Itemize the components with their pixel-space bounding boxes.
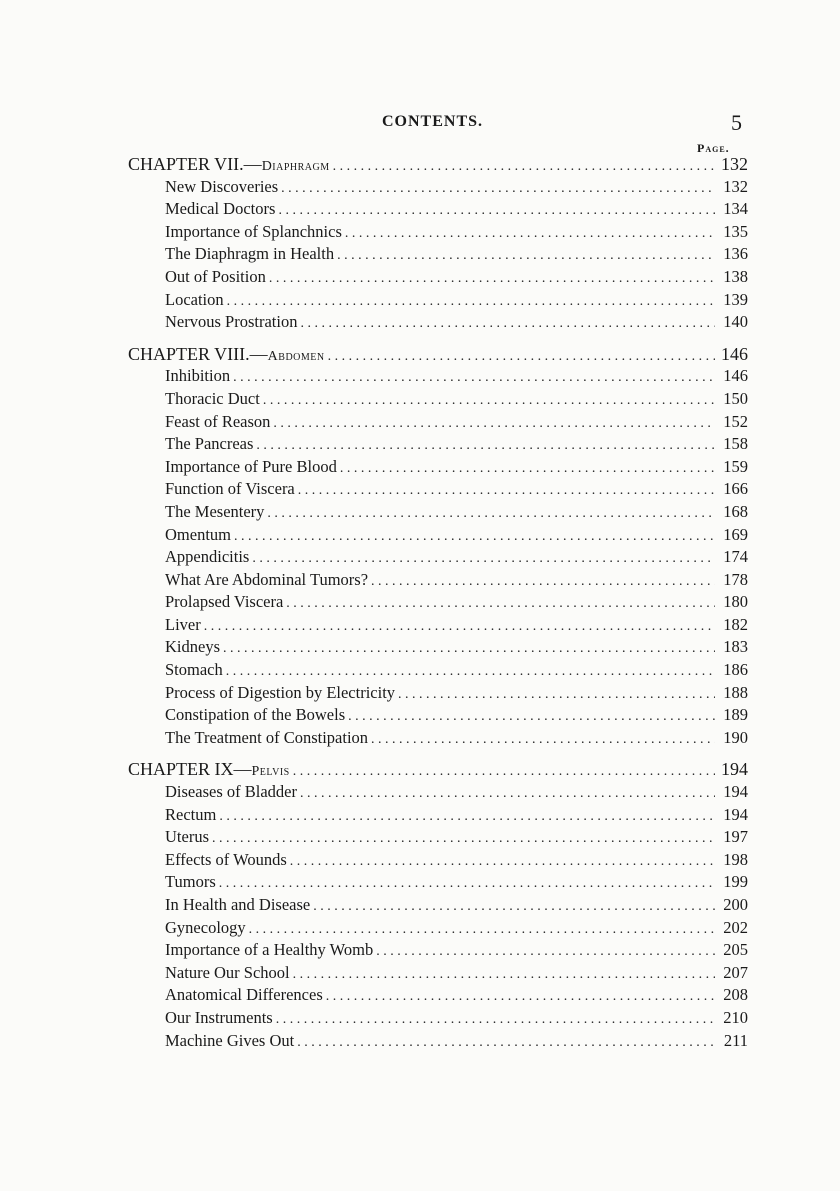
dot-leader (333, 156, 715, 179)
entry-page-number: 186 (723, 660, 748, 680)
dot-leader (300, 783, 715, 806)
toc-entry[interactable] (128, 411, 748, 434)
dot-leader (278, 200, 715, 223)
entry-label: Our Instruments (165, 1007, 273, 1027)
dot-leader (340, 458, 715, 481)
chapter-heading[interactable] (128, 343, 748, 366)
entry-page-number: 136 (723, 244, 748, 264)
toc-entry[interactable] (128, 659, 748, 682)
dot-leader (273, 413, 715, 436)
toc-entry[interactable] (128, 871, 748, 894)
chapter-page-number: 132 (721, 154, 748, 174)
dot-leader (286, 593, 715, 616)
entry-page-number: 194 (723, 782, 748, 802)
entry-page-number: 211 (723, 1030, 748, 1050)
entry-label: Appendicitis (165, 547, 250, 567)
toc-entry[interactable] (128, 804, 748, 827)
toc-entry[interactable] (128, 198, 748, 221)
dot-leader (249, 919, 715, 942)
chapter-page-number: 194 (721, 759, 748, 780)
entry-label: Rectum (165, 804, 217, 824)
entry-label: Process of Digestion by Electricity (165, 682, 396, 702)
dot-leader (267, 503, 715, 526)
dot-leader (313, 896, 715, 919)
toc-entry[interactable] (128, 546, 748, 569)
entry-label: Importance of Splanchnics (165, 221, 342, 241)
page-column-label: Page. (697, 141, 730, 155)
entry-label: Inhibition (165, 366, 231, 386)
entry-label: Machine Gives Out (165, 1030, 295, 1050)
entry-label: Location (165, 289, 224, 309)
toc-entry[interactable] (128, 478, 748, 501)
dot-leader (219, 873, 715, 896)
entry-label: Tumors (165, 872, 216, 892)
dot-leader (398, 684, 715, 707)
entry-page-number: 159 (723, 456, 748, 476)
entry-page-number: 189 (723, 705, 748, 725)
entry-label: Medical Doctors (165, 199, 276, 219)
toc-entry[interactable] (128, 266, 748, 289)
entry-label: Liver (165, 614, 201, 634)
dot-leader (223, 638, 715, 661)
toc-entry[interactable] (128, 311, 748, 334)
toc-entry[interactable] (128, 501, 748, 524)
entry-page-number: 134 (723, 199, 748, 219)
page-number: 5 (731, 110, 742, 135)
chapter-page-number: 146 (721, 343, 748, 364)
entry-page-number: 138 (723, 266, 748, 286)
entry-label: Importance of Pure Blood (165, 456, 337, 476)
entry-label: Nervous Prostration (165, 312, 298, 332)
dot-leader (276, 1009, 715, 1032)
dot-leader (297, 1032, 715, 1055)
entry-page-number: 205 (723, 940, 748, 960)
entry-label: What Are Abdominal Tumors? (165, 569, 369, 589)
dot-leader (212, 828, 715, 851)
toc-entry[interactable] (128, 289, 748, 312)
entry-label: Omentum (165, 524, 231, 544)
entry-page-number: 146 (723, 366, 748, 386)
entry-page-number: 188 (723, 682, 748, 702)
dot-leader (252, 548, 715, 571)
entry-page-number: 194 (723, 804, 748, 824)
dot-leader (269, 268, 715, 291)
toc-entry[interactable] (128, 243, 748, 266)
chapter-title: CHAPTER VII.— (128, 154, 262, 174)
entry-label: Kidneys (165, 637, 220, 657)
entry-page-number: 152 (723, 411, 748, 431)
dot-leader (326, 986, 715, 1009)
entry-page-number: 207 (723, 962, 748, 982)
entry-page-number: 139 (723, 289, 748, 309)
toc-entry[interactable] (128, 1007, 748, 1030)
toc-entry[interactable] (128, 636, 748, 659)
chapter-block (128, 343, 748, 750)
toc-entry[interactable] (128, 826, 748, 849)
entry-label: The Treatment of Constipation (165, 727, 369, 747)
entry-page-number: 140 (723, 312, 748, 332)
table-of-contents (128, 153, 748, 1061)
chapter-heading[interactable] (128, 758, 748, 781)
dot-leader (337, 245, 715, 268)
entry-label: Thoracic Duct (165, 388, 260, 408)
entry-page-number: 158 (723, 434, 748, 454)
entry-label: Diseases of Bladder (165, 782, 297, 802)
entry-page-number: 197 (723, 827, 748, 847)
toc-entry[interactable] (128, 962, 748, 985)
toc-entry[interactable] (128, 894, 748, 917)
entry-label: Prolapsed Viscera (165, 592, 284, 612)
entry-page-number: 198 (723, 849, 748, 869)
dot-leader (226, 661, 715, 684)
entry-page-number: 132 (723, 176, 748, 196)
toc-entry[interactable] (128, 365, 748, 388)
dot-leader (293, 964, 715, 987)
chapter-block (128, 153, 748, 334)
chapter-block (128, 758, 748, 1052)
entry-page-number: 150 (723, 388, 748, 408)
dot-leader (227, 291, 715, 314)
chapter-subject: Diaphragm (261, 159, 330, 174)
toc-entry[interactable] (128, 984, 748, 1007)
entry-page-number: 135 (723, 221, 748, 241)
entry-page-number: 200 (723, 895, 748, 914)
dot-leader (281, 178, 715, 201)
entry-label: The Pancreas (165, 434, 254, 454)
toc-entry[interactable] (128, 704, 748, 727)
dot-leader (233, 367, 715, 390)
dot-leader (328, 346, 715, 369)
dot-leader (348, 706, 715, 729)
running-title: CONTENTS. (382, 113, 484, 130)
toc-entry[interactable] (128, 176, 748, 199)
dot-leader (376, 941, 715, 964)
entry-page-number: 202 (723, 917, 748, 937)
entry-label: The Diaphragm in Health (165, 244, 335, 264)
entry-label: Constipation of the Bowels (165, 705, 346, 725)
entry-page-number: 180 (723, 592, 748, 612)
entry-label: New Discoveries (165, 176, 279, 196)
toc-entry[interactable] (128, 917, 748, 940)
entry-label: Importance of a Healthy Womb (165, 940, 374, 960)
chapter-title: CHAPTER IX— (128, 759, 252, 780)
entry-page-number: 210 (723, 1007, 748, 1027)
entry-page-number: 168 (723, 501, 748, 521)
toc-entry[interactable] (128, 682, 748, 705)
dot-leader (300, 313, 715, 336)
toc-entry[interactable] (128, 781, 748, 804)
entry-label: Out of Position (165, 266, 266, 286)
toc-entry[interactable] (128, 433, 748, 456)
chapter-title: CHAPTER VIII.— (128, 343, 268, 364)
entry-page-number: 169 (723, 524, 748, 544)
entry-label: The Mesentery (165, 501, 265, 521)
dot-leader (256, 435, 715, 458)
entry-label: Effects of Wounds (165, 849, 287, 869)
dot-leader (345, 223, 715, 246)
entry-label: Gynecology (165, 917, 246, 937)
dot-leader (290, 851, 715, 874)
entry-page-number: 182 (723, 614, 748, 634)
entry-label: In Health and Disease (165, 895, 311, 914)
chapter-heading[interactable] (128, 153, 748, 176)
entry-page-number: 166 (723, 479, 748, 499)
entry-page-number: 199 (723, 872, 748, 892)
toc-entry[interactable] (128, 614, 748, 637)
chapter-subject: Pelvis (251, 764, 290, 780)
entry-label: Function of Viscera (165, 479, 295, 499)
entry-label: Stomach (165, 660, 223, 680)
toc-entry[interactable] (128, 591, 748, 614)
dot-leader (263, 390, 715, 413)
toc-entry[interactable] (128, 569, 748, 592)
entry-page-number: 183 (723, 637, 748, 657)
toc-entry[interactable] (128, 456, 748, 479)
entry-label: Nature Our School (165, 962, 290, 982)
entry-label: Uterus (165, 827, 209, 847)
toc-entry[interactable] (128, 221, 748, 244)
entry-page-number: 208 (723, 985, 748, 1005)
entry-label: Anatomical Differences (165, 985, 323, 1005)
dot-leader (234, 526, 715, 549)
toc-entry[interactable] (128, 849, 748, 872)
dot-leader (219, 806, 715, 829)
toc-entry[interactable] (128, 727, 748, 750)
entry-page-number: 174 (723, 547, 748, 567)
dot-leader (371, 729, 715, 752)
dot-leader (293, 761, 715, 784)
chapter-subject: Abdomen (267, 348, 325, 364)
entry-label: Feast of Reason (165, 411, 271, 431)
dot-leader (298, 480, 715, 503)
toc-entry[interactable] (128, 1030, 748, 1053)
dot-leader (371, 571, 715, 594)
entry-page-number: 178 (723, 569, 748, 589)
toc-entry[interactable] (128, 939, 748, 962)
dot-leader (204, 616, 715, 639)
toc-entry[interactable] (128, 524, 748, 547)
entry-page-number: 190 (723, 727, 748, 747)
toc-entry[interactable] (128, 388, 748, 411)
